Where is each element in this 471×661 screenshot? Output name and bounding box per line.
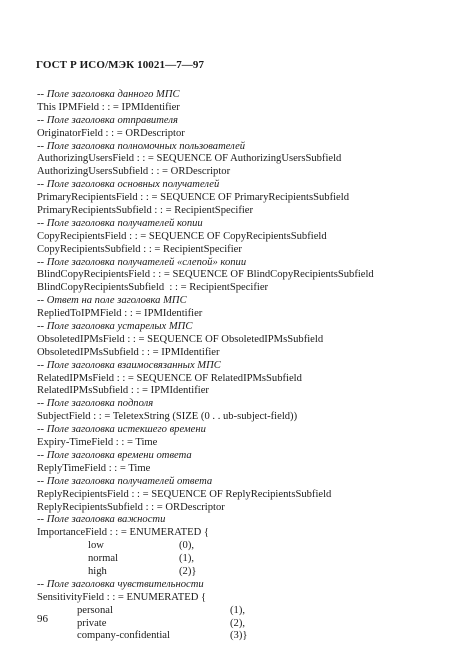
definition-line: This IPMField : : = IPMIdentifier [37, 101, 180, 113]
comment-line: -- Поле заголовка устарелых МПС [37, 321, 193, 333]
asn1-definitions [37, 89, 457, 643]
definitions-block-sensitivity [37, 579, 457, 605]
enum-item [37, 566, 457, 579]
page-number: 96 [37, 613, 48, 625]
comment-line: -- Поле заголовка истекшего времени [37, 424, 206, 436]
definitions-block-main [37, 89, 457, 540]
definition-line: CopyRecipientsField : : = SEQUENCE OF CopyRecipientsSubfield [37, 230, 327, 242]
sensitivity-enum-items [37, 605, 457, 644]
enum-item-name: personal [77, 604, 113, 616]
comment-line: -- Поле заголовка получателей «слепой» копии [37, 256, 247, 268]
comment-line: -- Поле заголовка отправителя [37, 114, 178, 126]
enum-item [37, 630, 457, 643]
enum-item-name: private [77, 617, 107, 629]
comment-line: -- Поле заголовка полномочных пользователей [37, 140, 246, 152]
definition-line: AuthorizingUsersField : : = SEQUENCE OF AuthorizingUsersSubfield [37, 153, 342, 165]
enum-item-name: high [88, 565, 107, 577]
comment-line: -- Поле заголовка подполя [37, 398, 154, 410]
definition-line: SubjectField : : = TeletexString (SIZE (0 . . ub-subject-field)) [37, 411, 298, 423]
enum-item-value: (3)} [230, 630, 248, 642]
definition-line: RepliedToIPMField : : = IPMIdentifier [37, 308, 203, 320]
definition-line: CopyRecipientsSubfield : : = RecipientSpecifier [37, 243, 242, 255]
definition-line: RelatedIPMsField : : = SEQUENCE OF RelatedIPMsSubfield [37, 372, 302, 384]
definition-line: ObsoletedIPMsSubfield : : = IPMIdentifier [37, 346, 220, 358]
comment-line: -- Поле заголовка времени ответа [37, 449, 192, 461]
document-header: ГОСТ Р ИСО/МЭК 10021—7—97 [36, 59, 205, 71]
definition-line: OriginatorField : : = ORDescriptor [37, 127, 185, 139]
definition-line: RelatedIPMsSubfield : : = IPMIdentifier [37, 385, 209, 397]
comment-line: -- Поле заголовка чувствительности [37, 578, 204, 590]
definition-line: SensitivityField : : = ENUMERATED { [37, 591, 207, 603]
comment-line: -- Поле заголовка получателей копии [37, 217, 203, 229]
importance-enum-items [37, 540, 457, 579]
comment-line: -- Поле заголовка получателей ответа [37, 475, 213, 487]
definition-line: ImportanceField : : = ENUMERATED { [37, 527, 209, 539]
comment-line: -- Поле заголовка важности [37, 514, 166, 526]
comment-line: -- Поле заголовка взаимосвязанных МПС [37, 359, 221, 371]
enum-item-value: (1), [230, 604, 246, 616]
enum-item [37, 605, 457, 618]
definition-line: ObsoletedIPMsField : : = SEQUENCE OF ObsoletedIPMsSubfield [37, 333, 324, 345]
definition-line: BlindCopyRecipientsField : : = SEQUENCE OF BlindCopyRecipientsSubfield [37, 269, 374, 281]
enum-item [37, 618, 457, 631]
enum-item-value: (2), [230, 617, 246, 629]
definition-line: Expiry-TimeField : : = Time [37, 437, 158, 449]
comment-line: -- Ответ на поле заголовка МПС [37, 295, 187, 307]
enum-item-name: company-confidential [77, 630, 170, 642]
definition-line: ReplyRecipientsField : : = SEQUENCE OF ReplyRecipientsSubfield [37, 488, 332, 500]
enum-item-value: (0), [179, 540, 195, 552]
definition-line: BlindCopyRecipientsSubfield : : = RecipientSpecifier [37, 282, 269, 294]
definition-line: PrimaryRecipientsField : : = SEQUENCE OF PrimaryRecipientsSubfield [37, 192, 349, 204]
enum-item-value: (1), [179, 553, 195, 565]
enum-item-value: (2)} [179, 565, 197, 577]
comment-line: -- Поле заголовка данного МПС [37, 89, 180, 100]
definition-line: AuthorizingUsersSubfield : : = ORDescriptor [37, 166, 231, 178]
comment-line: -- Поле заголовка основных получателей [37, 179, 220, 191]
enum-item-name: low [88, 540, 104, 552]
definition-line: ReplyTimeField : : = Time [37, 462, 151, 474]
enum-item [37, 540, 457, 553]
enum-item-name: normal [88, 553, 119, 565]
enum-item [37, 553, 457, 566]
definition-line: ReplyRecipientsSubfield : : = ORDescriptor [37, 501, 225, 513]
definition-line: PrimaryRecipientsSubfield : : = RecipientSpecifier [37, 205, 254, 217]
